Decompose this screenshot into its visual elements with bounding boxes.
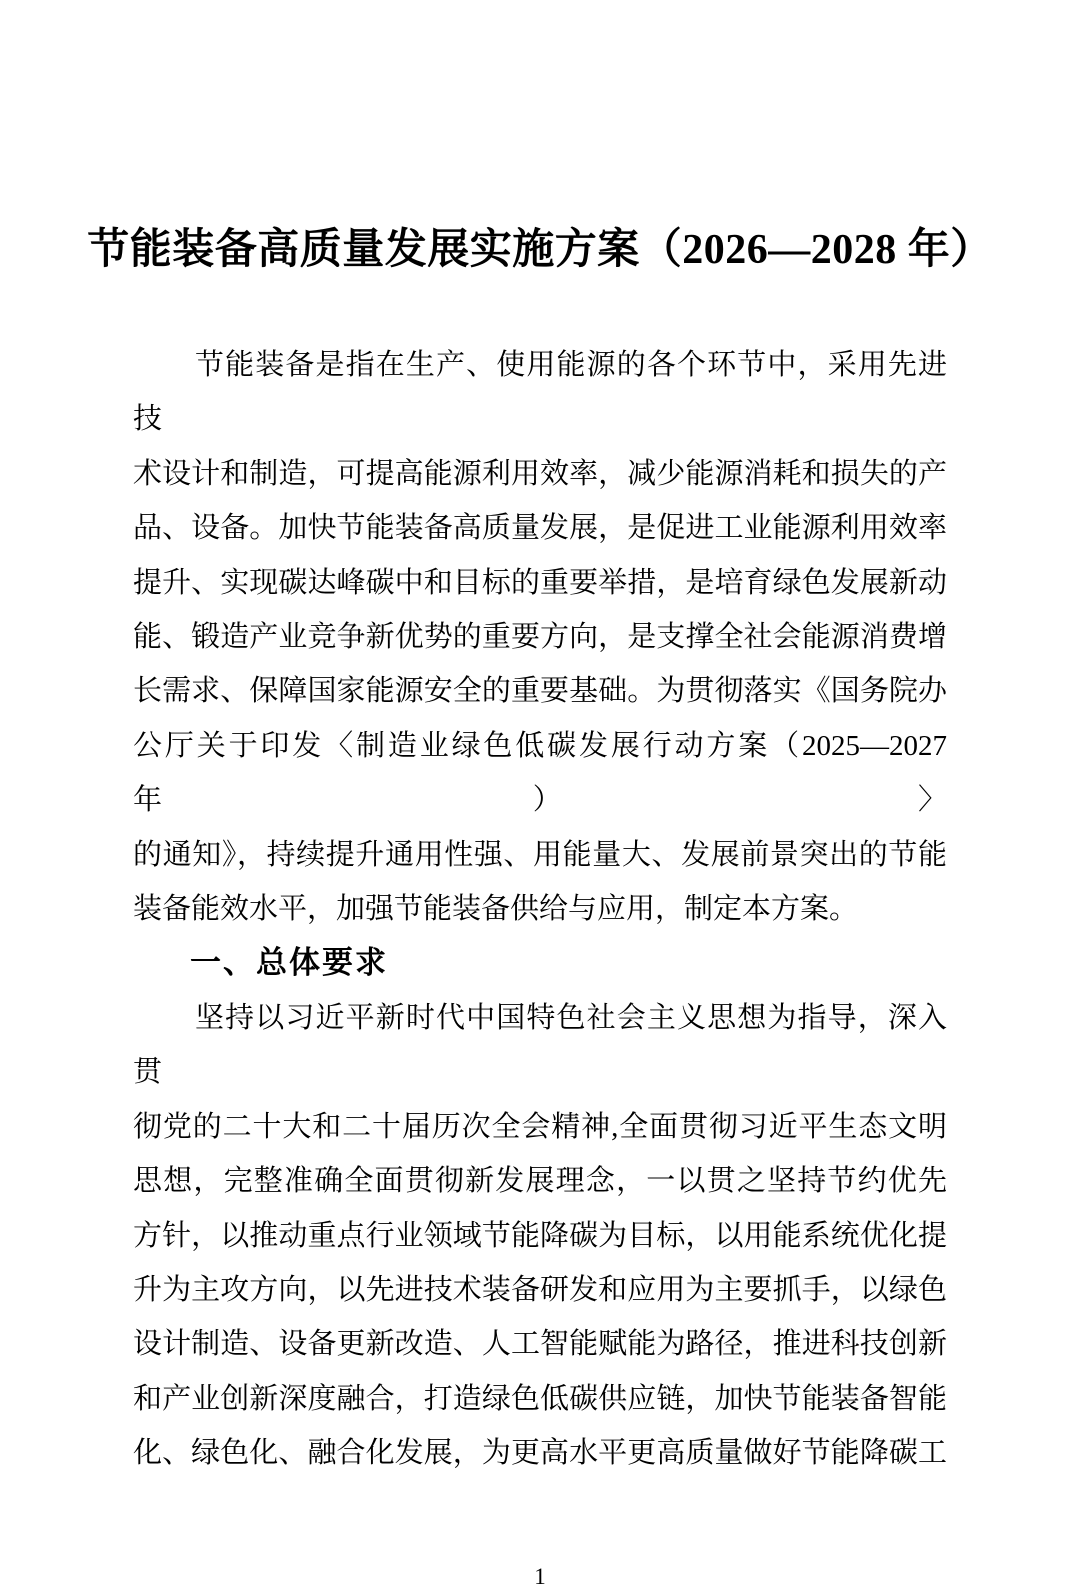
text-line: 彻党的二十大和二十届历次全会精神,全面贯彻习近平生态文明 xyxy=(133,1110,947,1143)
text-line: 化、绿色化、融合化发展，为更高水平更高质量做好节能降碳工 xyxy=(133,1437,947,1470)
text-line: 提升、实现碳达峰碳中和目标的重要举措，是培育绿色发展新动 xyxy=(133,566,947,599)
text-line: 思想，完整准确全面贯彻新发展理念，一以贯之坚持节约优先 xyxy=(133,1165,947,1198)
text-line: 能、锻造产业竞争新优势的重要方向，是支撑全社会能源消费增 xyxy=(133,621,947,654)
text-line: 术设计和制造，可提高能源利用效率，减少能源消耗和损失的产 xyxy=(133,457,947,490)
document-body xyxy=(133,338,947,1481)
text-line: 方针，以推动重点行业领域节能降碳为目标，以用能系统优化提 xyxy=(133,1219,947,1252)
paragraph-2 xyxy=(133,991,947,1481)
text-line: 品、设备。加快节能装备高质量发展，是促进工业能源利用效率 xyxy=(133,512,947,545)
text-line: 装备能效水平，加强节能装备供给与应用，制定本方案。 xyxy=(133,893,859,926)
text-line: 的通知》，持续提升通用性强、用能量大、发展前景突出的节能 xyxy=(133,838,947,871)
text-line: 坚持以习近平新时代中国特色社会主义思想为指导，深入贯 xyxy=(133,1001,947,1089)
text-line: 公厅关于印发〈制造业绿色低碳发展行动方案（2025—2027 年）〉 xyxy=(133,729,947,817)
text-line: 和产业创新深度融合，打造绿色低碳供应链，加快节能装备智能 xyxy=(133,1382,947,1415)
paragraph-1 xyxy=(133,338,947,936)
text-line: 设计制造、设备更新改造、人工智能赋能为路径，推进科技创新 xyxy=(133,1328,947,1361)
text-line: 节能装备是指在生产、使用能源的各个环节中，采用先进技 xyxy=(133,349,947,436)
section-heading: 一、总体要求 xyxy=(190,945,388,981)
text-line: 长需求、保障国家能源安全的重要基础。为贯彻落实《国务院办 xyxy=(133,675,947,708)
page-number: 1 xyxy=(534,1563,546,1589)
text-line: 升为主攻方向，以先进技术装备研发和应用为主要抓手，以绿色 xyxy=(133,1273,947,1306)
document-title: 节能装备高质量发展实施方案（2026—2028 年） xyxy=(87,227,993,273)
